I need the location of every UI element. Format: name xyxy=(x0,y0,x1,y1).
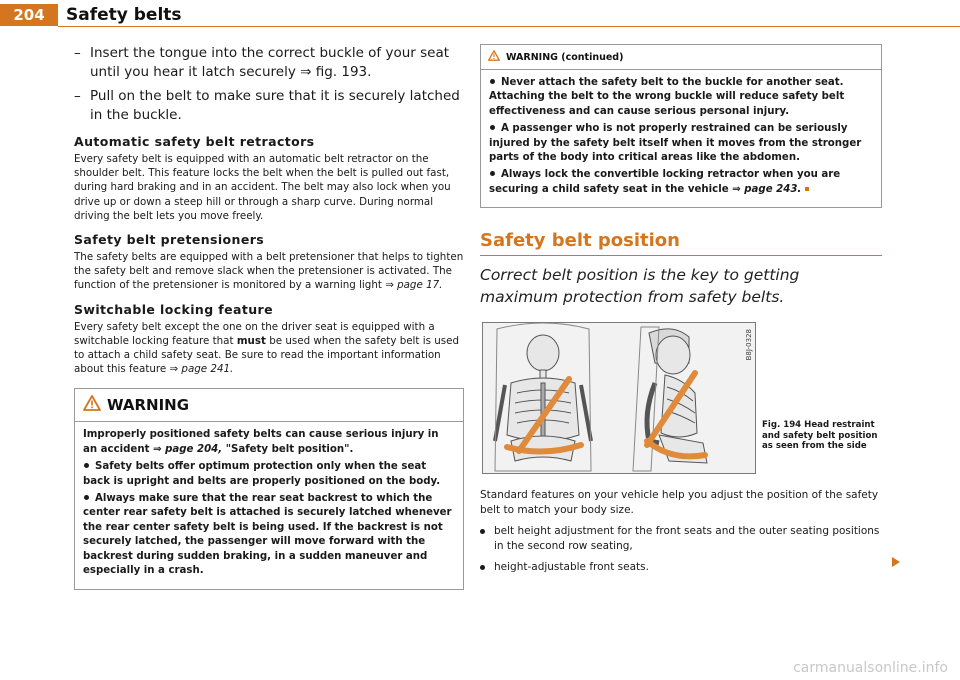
warning-title: WARNING xyxy=(107,396,190,415)
pretensioners-body xyxy=(74,250,464,293)
figure-row xyxy=(480,322,882,474)
warning-header xyxy=(75,389,463,422)
bullet-dot xyxy=(490,79,495,84)
section-title: Safety belts xyxy=(66,5,182,25)
end-marker-icon xyxy=(805,187,809,191)
position-intro: Correct belt position is the key to getting maximum protection from safety belts. xyxy=(480,266,800,307)
page-header xyxy=(0,0,960,34)
warning-lead-text: Improperly positioned safety belts can cause serious injury in an accident xyxy=(83,429,439,455)
left-column xyxy=(74,44,464,590)
warning-bullet-text: Safety belts offer optimum protection only when the seat back is upright and belts are properly positioned on the body. xyxy=(83,461,441,487)
watermark: carmanualsonline.info xyxy=(793,660,948,676)
figure-code: B8J-0328 xyxy=(745,329,753,361)
continue-arrow-icon[interactable] xyxy=(892,557,900,567)
warning-bullet xyxy=(489,168,873,197)
figure-194 xyxy=(482,322,756,474)
warning-icon xyxy=(488,50,500,64)
bullet-dot xyxy=(84,463,89,468)
warning-body xyxy=(75,422,463,588)
list-item xyxy=(480,560,882,575)
warning-lead xyxy=(83,428,455,457)
warning-bullet-text: Never attach the safety belt to the buckle for another seat. Attaching the belt to the wrong buckle will reduce safety belt effectiveness and can cause serious personal injury. xyxy=(489,77,845,117)
warning-bullet-text: A passenger who is not properly restrained can be seriously injured by the safety belt itself when it moves from the stronger parts of the body into critical areas like the abdomen. xyxy=(489,123,862,164)
bullet-dot xyxy=(490,125,495,130)
page-number: 204 xyxy=(0,4,58,26)
pretensioners-heading: Safety belt pretensioners xyxy=(74,232,265,248)
bullet-dot xyxy=(490,171,495,176)
warning-bullet-text: Always make sure that the rear seat backrest to which the center rear safety belt is attached is securely latched whenever the rear center safety belt is being used. If the backrest is not securely latched, the passenger will move forward with the backrest during sudden braking, in a sudden maneuver and especially in a crash. xyxy=(83,493,452,577)
step-text: Pull on the belt to make sure that it is securely latched in the buckle. xyxy=(90,88,460,123)
retractors-heading: Automatic safety belt retractors xyxy=(74,134,315,149)
page-link[interactable]: ⇒ page 243. xyxy=(732,183,802,195)
warning-bullet xyxy=(83,492,455,578)
step-item xyxy=(74,87,464,125)
heading-rule xyxy=(480,255,882,256)
warning-continued-header xyxy=(481,45,881,70)
figure-caption: Fig. 194 Head restraint and safety belt position as seen from the side xyxy=(762,420,878,452)
warning-bullet xyxy=(83,460,455,489)
step-text: Insert the tongue into the correct buckle of your seat until you hear it latch securely xyxy=(90,45,450,80)
bullet-dot xyxy=(480,565,485,570)
bullet-dot xyxy=(84,495,89,500)
page-link[interactable]: ⇒ page 17. xyxy=(385,279,443,292)
retractors-body: Every safety belt is equipped with an automatic belt retractor on the shoulder belt. This feature locks the belt when the belt is pulled out fast, during hard braking and in an accident. The belt may also lock when you drive up or down a steep hill or through a sharp curve. During normal driving the belt lets you move freely. xyxy=(74,153,451,222)
list-item xyxy=(480,524,882,554)
page-link[interactable]: ⇒ page 204, xyxy=(153,443,223,455)
warning-bullet xyxy=(489,76,873,119)
locking-must: must xyxy=(236,334,266,347)
warning-bullet-text: Always lock the convertible locking retractor when you are securing a child safety seat in the vehicle xyxy=(489,169,841,195)
list-item-text: belt height adjustment for the front seats and the outer seating positions in the second row seating, xyxy=(494,525,880,553)
position-heading: Safety belt position xyxy=(480,230,680,252)
locking-body xyxy=(74,320,464,377)
fig-link[interactable]: ⇒ fig. 193. xyxy=(300,64,372,80)
pretensioners-text: The safety belts are equipped with a belt pretensioner that helps to tighten the safety belt and remove slack when the pretensioner is activated. The function of the pretensioner is monitored by a warning light xyxy=(74,251,464,292)
warning-continued-box xyxy=(480,44,882,208)
warning-lead-ref-title: "Safety belt position". xyxy=(225,443,354,455)
belt-position-illustration xyxy=(483,323,755,473)
right-column xyxy=(480,44,882,577)
header-rule xyxy=(58,26,960,27)
warning-bullet xyxy=(489,122,873,165)
position-body: Standard features on your vehicle help you adjust the position of the safety belt to match your body size. xyxy=(480,489,879,517)
warning-continued-body xyxy=(481,70,881,207)
warning-continued-title: WARNING (continued) xyxy=(506,51,624,63)
bullet-dot xyxy=(480,529,485,534)
list-item-text: height-adjustable front seats. xyxy=(494,561,649,574)
step-item xyxy=(74,44,464,82)
locking-heading: Switchable locking feature xyxy=(74,301,273,317)
warning-icon xyxy=(83,395,101,415)
locking-text-2: be used when the safety belt is used to attach a child safety seat. Be sure to read the important information about this feature xyxy=(74,334,459,376)
page-link[interactable]: ⇒ page 241. xyxy=(169,363,234,376)
locking-text-1: Every safety belt except the one on the driver seat is equipped with a switchable locking feature that xyxy=(74,320,435,347)
warning-box xyxy=(74,388,464,589)
